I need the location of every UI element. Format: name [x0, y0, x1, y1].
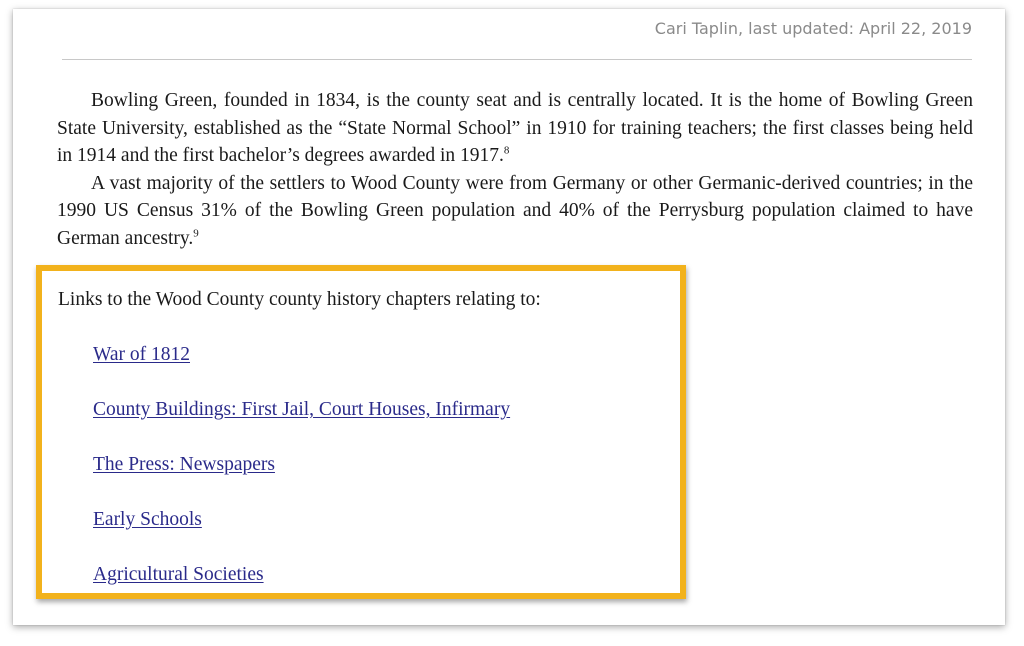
paragraph-text: Bowling Green, founded in 1834, is the county seat and is centrally located. It is the home of Bowling Green State University, established as the “State Normal School” in 1910 for training teachers; the first classes being held in 1914 and the first bachelor’s degrees awarded in 1917.: [57, 90, 973, 166]
link-agricultural-societies[interactable]: Agricultural Societies: [93, 564, 264, 585]
list-item: [93, 344, 510, 399]
list-item: [93, 454, 510, 509]
list-item: [93, 564, 510, 619]
link-the-press[interactable]: The Press: Newspapers: [93, 454, 275, 475]
paragraph-text: A vast majority of the settlers to Wood County were from Germany or other Germanic-derived countries; in the 1990 US Census 31% of the Bowling Green population and 40% of the Perrysburg population claimed to have German ancestry.: [57, 172, 973, 249]
article-body: [57, 87, 973, 252]
list-item: [93, 509, 510, 564]
paragraph-bowling-green: [57, 87, 973, 170]
author-byline: Cari Taplin, last updated: April 22, 2019: [654, 19, 972, 38]
link-county-buildings[interactable]: County Buildings: First Jail, Court Houses, Infirmary: [93, 399, 511, 420]
link-early-schools[interactable]: Early Schools: [93, 509, 202, 530]
footnote-marker[interactable]: 9: [193, 227, 199, 239]
paragraph-settlers: [57, 170, 973, 253]
list-item: [93, 399, 510, 454]
links-intro: Links to the Wood County county history chapters relating to:: [58, 289, 541, 310]
footnote-marker[interactable]: 8: [503, 144, 510, 157]
history-links-box: [36, 265, 686, 599]
link-war-of-1812[interactable]: War of 1812: [93, 344, 190, 365]
links-list: [93, 344, 510, 619]
document-page: [13, 9, 1005, 625]
divider: [62, 59, 972, 60]
